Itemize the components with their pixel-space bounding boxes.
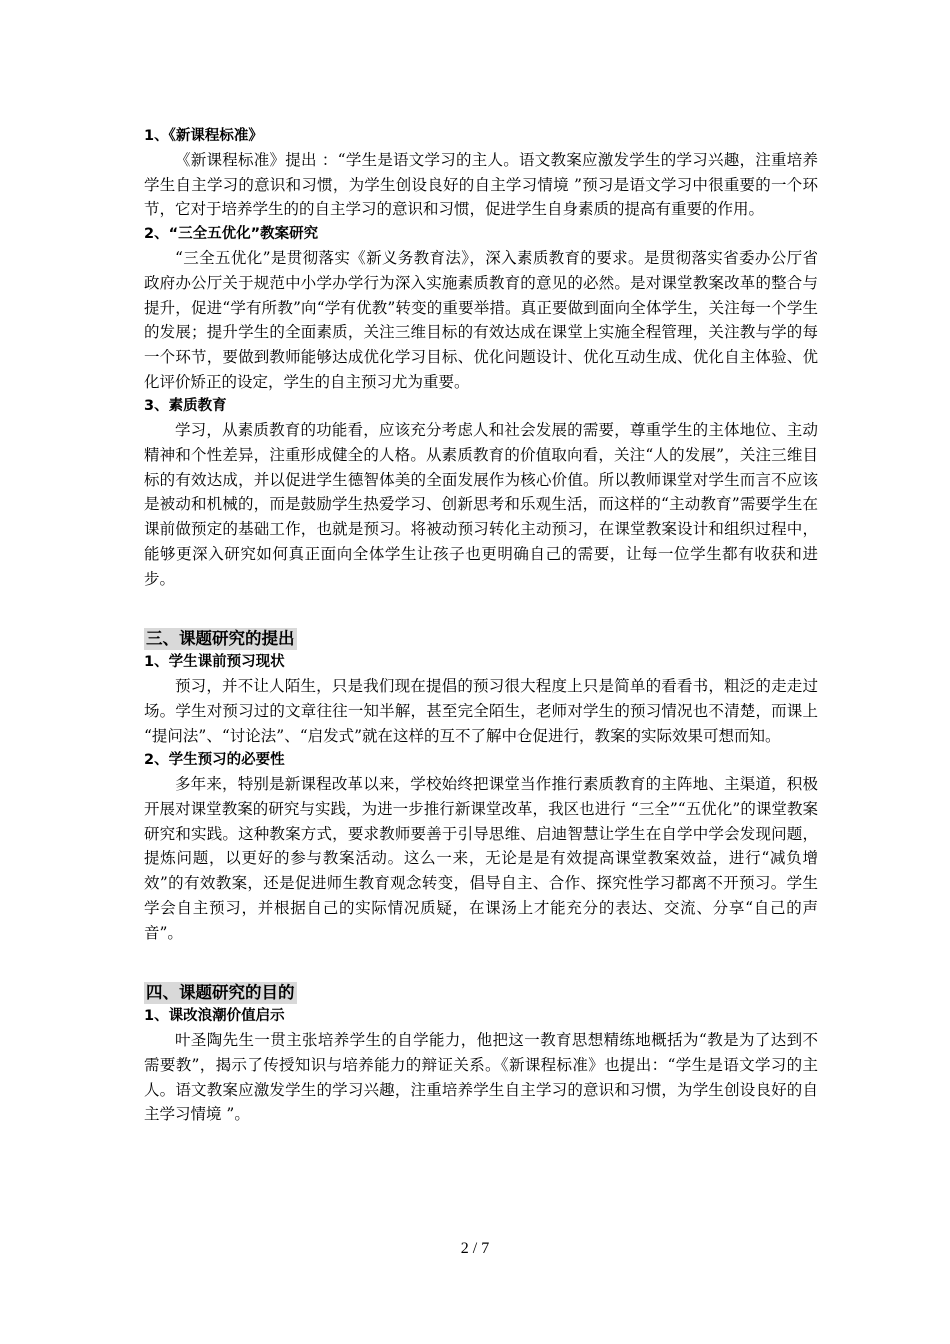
section-background	[144, 124, 818, 591]
page-number: 2 / 7	[460, 1240, 490, 1257]
paragraph-preview-status: 预习，并不让人陌生，只是我们现在提倡的预习很大程度上只是简单的看看书，粗泛的走走过场。学生对预习过的文章往往一知半解，甚至完全陌生，老师对学生的预习情况也不清楚，而课上 “提问法”、“讨论法”、“启发式”就在这样的互不了解中仓促进行，教案的实际效果可想而知。	[144, 677, 818, 745]
paragraph-new-curriculum-standard: 《新课程标准》提出 ：“学生是语文学习的主人。语文教案应激发学生的学习兴趣，注重培养学生自主学习的意识和习惯，为学生创设良好的自主学习情境 ”预习是语文学习中很重要的一个环节，它对于培养学生的的自主学习的意识和习惯，促进学生自身素质的提高有重要的作用。	[144, 151, 818, 219]
section-research-proposal	[144, 628, 818, 945]
subheading-three-five-optimization: 2、“三全五优化”教案研究	[144, 226, 319, 243]
subheading-reform-value: 1、课改浪潮价值启示	[144, 1008, 285, 1025]
section-research-purpose	[144, 982, 818, 1127]
document-body	[144, 124, 818, 1127]
subheading-new-curriculum-standard: 1、《新课程标准》	[144, 128, 263, 144]
subheading-quality-education: 3、素质教育	[144, 398, 227, 415]
subheading-preview-necessity: 2、学生预习的必要性	[144, 752, 285, 769]
paragraph-three-five-optimization: “三全五优化”是贯彻落实《新义务教育法》，深入素质教育的要求。是贯彻落实省委办公厅省政府办公厅关于规范中小学办学行为深入实施素质教育的意见的必然。是对课堂教案改革的整合与提升，促进“学有所教”向“学有优教”转变的重要举措。真正要做到面向全体学生，关注每一个学生的发展；提升学生的全面素质，关注三维目标的有效达成在课堂上实施全程管理，关注教与学的每一个环节，要做到教师能够达成优化学习目标、优化问题设计、优化互动生成、优化自主体验、优化评价矫正的设定，学生的自主预习尤为重要。	[144, 249, 818, 391]
paragraph-reform-value: 叶圣陶先生一贯主张培养学生的自学能力，他把这一教育思想精练地概括为“教是为了达到不需要教”，揭示了传授知识与培养能力的辩证关系。《新课程标准》也提出：“学生是语文学习的主人。语文教案应激发学生的学习兴趣，注重培养学生自主学习的意识和习惯，为学生创设良好的自主学习情境 ”。	[144, 1031, 818, 1124]
paragraph-preview-necessity: 多年来，特别是新课程改革以来，学校始终把课堂当作推行素质教育的主阵地、主渠道，积极开展对课堂教案的研究与实践，为进一步推行新课堂改革，我区也进行 “三全”“五优化”的课堂教案研究和实践。这种教案方式，要求教师要善于引导思维、启迪智慧让学生在自学中学会发现问题，提炼问题，以更好的参与教案活动。这么一来，无论是是有效提高课堂教案效益，进行“减负增效”的有效教案，还是促进师生教育观念转变，倡导自主、合作、探究性学习都离不开预习。学生学会自主预习，并根据自己的实际情况质疑，在课汤上才能充分的表达、交流、分享“自己的声音”。	[144, 775, 818, 942]
paragraph-quality-education: 学习，从素质教育的功能看，应该充分考虑人和社会发展的需要，尊重学生的主体地位、主动精神和个性差异，注重形成健全的人格。从素质教育的价值取向看，关注“人的发展”，关注三维目标的有效达成，并以促进学生德智体美的全面发展作为核心价值。所以教师课堂对学生而言不应该是被动和机械的，而是鼓励学生热爱学习、创新思考和乐观生活，而这样的“主动教育”需要学生在课前做预定的基础工作，也就是预习。将被动预习转化主动预习，在课堂教案设计和组织过程中，能够更深入研究如何真正面向全体学生让孩子也更明确自己的需要，让每一位学生都有收获和进步。	[144, 421, 818, 588]
section-title-research-proposal: 三、课题研究的提出	[146, 629, 295, 649]
subheading-preview-status: 1、学生课前预习现状	[144, 654, 285, 671]
section-title-research-purpose: 四、课题研究的目的	[146, 983, 295, 1003]
